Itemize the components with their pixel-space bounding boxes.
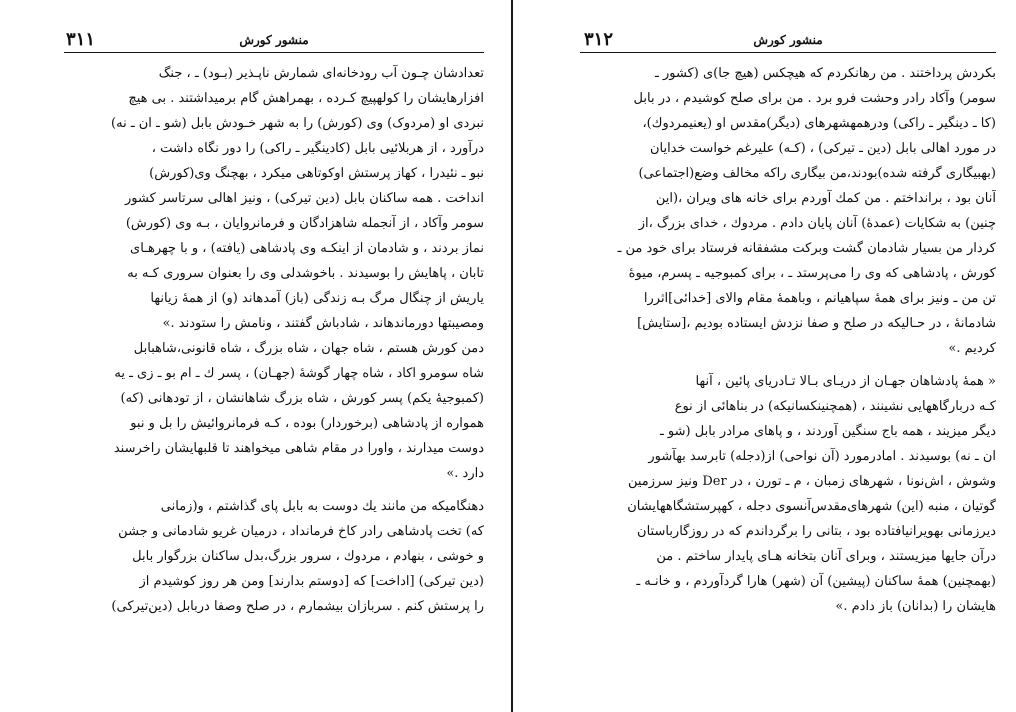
- text-line: کردار من بسیار شادمان گشت وبرکت مشفقانه فرستاد برای خود من ـ: [617, 241, 996, 256]
- text-line: دارد .»: [446, 466, 484, 481]
- text-line: کورش ، پادشاهی که وی را می‌پرستد ـ ، برای کمبوجیه ـ پسرم، میوهٔ: [628, 266, 996, 281]
- text-line: کـه دربارگاههایی نشینند ، (همچنینکسانیکه) در بناهائی از نوع: [674, 399, 996, 414]
- left-running-head: [64, 30, 484, 53]
- left-body-text: [64, 61, 484, 619]
- text-line: افزارهایشان را کولهپیچ کـرده ، بهمراهش گام برمیداشتند . بی هیچ: [128, 91, 484, 106]
- text-line: تابان ، پاهایش را بوسیدند . باخوشدلی وی را بعنوان سروری کـه به: [127, 266, 484, 281]
- right-paragraph-2: [580, 369, 996, 619]
- text-line: دهنگامیکه من مانند یك دوست به بابل پای گذاشتم ، و(زمانی: [160, 499, 484, 514]
- text-line: درآورد ، از هربلائیی بابل (کادینگیر ـ راکی) را دور نگاه داشت ،: [151, 141, 484, 156]
- text-line: در مورد اهالی بابل (دین ـ تیرکی) ، (کـه) علیرغم خواست خدایان: [649, 141, 996, 156]
- text-line: دوست میدارند ، واورا در مقام شاهی میخواهند تا قلبهایشان راخرسند: [113, 441, 484, 456]
- text-line: « همهٔ پادشاهان جهـان از دریـای بـالا تـادریای پائین ، آنها: [695, 374, 996, 389]
- text-line: (بهبیگاری گرفته شده)بودند،من بیگاری راکه مخالف وضع(اجتماعی): [638, 166, 996, 181]
- left-paragraph-2: [64, 336, 484, 486]
- left-running-title: منشور کورش: [239, 33, 309, 47]
- text-line: (دین تیرکی) [اداخت] که [دوستم بدارند] ومن هر روز کوشیدم از: [139, 574, 484, 589]
- text-line: ان ـ نه) بوسیدند . امادرمورد (آن نواحی) از(دجله) تابرسد بهآشور: [648, 449, 996, 464]
- text-line: چنین) به شکایات (عمدهٔ) آنان پایان دادم . مردوك ، خدای بزرگ ،از: [638, 216, 996, 231]
- right-body-text: [580, 61, 996, 619]
- text-line: (کا ـ دینگیر ـ راکی) ودرهمهشهرهای (دیگر)مقدس او (یعنیمردوك)،: [642, 116, 996, 131]
- text-line: که) تخت پادشاهی رادر کاخ فرمانداد ، درمیان غریو شادمانی و جشن: [118, 524, 484, 539]
- right-page-number: ۳۱۲: [584, 30, 614, 50]
- text-line: (کمبوجیهٔ یکم) پسر کورش ، شاه بزرگ شاهانشان ، از تودهانی (که): [120, 391, 484, 406]
- text-line: هایشان را (بدانان) باز دادم .»: [835, 599, 996, 614]
- text-line: را پرستش کنم . سربازان بیشمارم ، در صلح وصفا دربابل (دین‌تیرکی): [111, 599, 484, 614]
- text-line: تن من ـ ونیز برای همهٔ سپاهیانم ، وباهمهٔ مقام والای [خدائی]اثررا: [643, 291, 996, 306]
- text-line: شاه سومرو اکاد ، شاه چهار گوشهٔ (جهـان) ، پسر ك ـ ام بو ـ زی ـ یه: [114, 366, 484, 381]
- text-line: آنان بود ، برانداختم . من کمك آوردم برای خانه های ویران ،(این: [655, 191, 996, 206]
- text-line: تعدادشان چـون آب رودخانه‌ای شمارش ناپـذیر (بـود) ـ ، جنگ: [158, 66, 484, 81]
- text-line: درآن جایها میزیستند ، وبرای آنان بتخانه هـای پایدار ساختم . من: [656, 549, 996, 564]
- text-line: سومر وآکاد ، از آنجمله شاهزادگان و فرمانروایان ، بـه وی (کورش): [125, 216, 484, 231]
- paragraph-gap: [580, 361, 996, 369]
- text-line: بکردش پرداختند . من رهانکردم که هیچکس (هیچ جا)ی (کشور ـ: [655, 66, 996, 81]
- left-paragraph-3: [64, 494, 484, 619]
- text-line: و خوشی ، بنهادم ، مردوك ، سرور بزرگ،بدل ساکنان بزرگوار بابل: [132, 549, 484, 564]
- text-line: گوتیان ، منبه (این) شهرهای‌مقدس‌آنسوی دجله ، کهپرستشگاههایشان: [627, 499, 996, 514]
- right-page: [580, 30, 996, 700]
- text-line: دمن کورش هستم ، شاه جهان ، شاه بزرگ ، شاه قانونی،شاهبابل: [133, 341, 484, 356]
- text-line: وشوش ، اش‌نونا ، شهرهای زمبان ، م ـ تورن ، در Der ونیز سرزمین: [627, 474, 996, 489]
- paragraph-gap: [64, 486, 484, 494]
- text-line: نبو ـ نئیدرا ، کهاز پرستش اوکوتاهی میکرد ، بهچنگ وی(کورش): [149, 166, 484, 181]
- text-line: نماز بردند ، و شادمان از اینکـه وی پادشاهی (یافته) ، و با چهرهـای: [130, 241, 484, 256]
- text-line: همواره از پادشاهی (برخوردار) بوده ، کـه فرمانروائیش را بل و نبو: [130, 416, 484, 431]
- text-line: دیگر میزیند ، همه باج سنگین آوردند ، و پاهای مرادر بابل (شو ـ: [659, 424, 996, 439]
- text-line: کردیم .»: [948, 341, 996, 356]
- text-line: دیرزمانی بهویرانیافتاده بود ، بتانی را برگرداندم که در روزگارباستان: [637, 524, 996, 539]
- text-line: (بهمچنین) همهٔ ساکنان (پیشین) آن (شهر) هارا گردآوردم ، و خانـه ـ: [636, 574, 996, 589]
- text-line: ومصیبتها دورماندهاند ، شادباش گفتند ، ونامش را ستودند .»: [162, 316, 484, 331]
- right-running-title: منشور کورش: [753, 33, 823, 47]
- text-line: شادمانهٔ ، در حـالیکه در صلح و صفا نزدش ایستاده بودیم ،[ستایش]: [637, 316, 996, 331]
- right-running-head: [580, 30, 996, 53]
- text-line: سومر) وآکاد رادر وحشت فرو برد . من برای صلح کوشیدم ، در بابل: [633, 91, 996, 106]
- page-gutter-divider: [511, 0, 513, 712]
- text-line: انداخت . همه ساکنان بابل (دین تیرکی) ، ونیز اهالی سرتاسر کشور: [125, 191, 484, 206]
- right-paragraph-1: [580, 61, 996, 361]
- text-line: نبردی او (مردوک) وی (کورش) را به شهر خـودش بابل (شو ـ ان ـ نه): [111, 116, 484, 131]
- left-page: [64, 30, 484, 700]
- left-paragraph-1: [64, 61, 484, 336]
- left-page-number: ۳۱۱: [66, 30, 96, 50]
- text-line: یاریش از چنگال مرگ بـه زندگی (باز) آمدهاند (و) از همهٔ زیانها: [150, 291, 484, 306]
